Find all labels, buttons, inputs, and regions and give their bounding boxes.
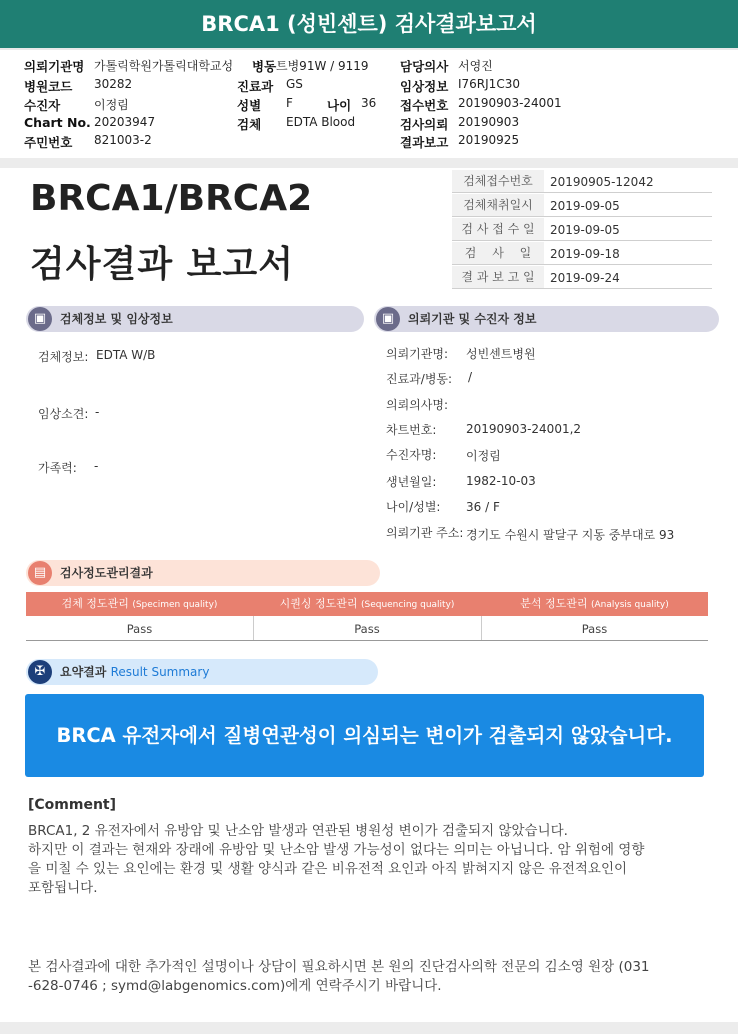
report-title-line1: BRCA1/BRCA2 <box>30 178 313 219</box>
patient-info-label: 담당의사 <box>400 59 449 74</box>
summary-text: BRCA 유전자에서 질병연관성이 의심되는 변이가 검출되지 않았습니다. <box>56 724 673 747</box>
institution-field-value: 경기도 수원시 팔달구 지동 중부대로 93 <box>466 528 675 542</box>
patient-info-label: 병동 <box>252 59 277 74</box>
specimen-value: EDTA W/B <box>96 348 156 362</box>
institution-field-label: 생년월일: <box>386 475 437 489</box>
ribbon-icon: ✠ <box>28 660 52 684</box>
qc-result: Pass <box>354 622 380 636</box>
lock-icon: ▣ <box>376 307 400 331</box>
clinical-findings-label: 임상소견: <box>38 407 89 421</box>
dates-value: 2019-09-05 <box>550 199 620 213</box>
qc-column-label: 시퀀싱 정도관리 <box>279 597 358 610</box>
dates-value: 20190905-12042 <box>550 175 654 189</box>
patient-info-value: EDTA Blood <box>286 115 356 129</box>
patient-info-value: 821003-2 <box>94 133 152 147</box>
comment-heading: [Comment] <box>28 797 117 813</box>
dates-row <box>452 194 712 217</box>
report-header-title: BRCA1 (성빈센트) 검사결과보고서 <box>201 12 537 36</box>
patient-info-label: 결과보고 <box>400 135 449 150</box>
institution-field-label: 차트번호: <box>386 423 437 437</box>
summary-title-ko: 요약결과 <box>60 665 107 679</box>
qc-section-header <box>26 560 380 586</box>
patient-info-value: 20190903 <box>458 115 520 129</box>
dates-row <box>452 242 712 265</box>
patient-info-value: 서영진 <box>458 59 493 73</box>
qc-column-header <box>26 592 253 616</box>
institution-field-value: / <box>468 370 473 384</box>
dates-label: 검체접수번호 <box>452 170 544 192</box>
dates-label: 결 과 보 고 일 <box>452 266 544 288</box>
family-history-value: - <box>94 459 99 473</box>
summary-section-title <box>60 659 209 685</box>
qc-column-sub: (Specimen quality) <box>132 600 218 610</box>
dates-row <box>452 266 712 289</box>
patient-info-label: 수진자 <box>24 98 61 113</box>
qc-result: Pass <box>581 622 608 636</box>
report-title-line2: 검사결과 보고서 <box>30 244 294 285</box>
qc-column-header <box>481 592 708 616</box>
qc-table-header <box>26 592 708 616</box>
specimen-section-title: 검체정보 및 임상정보 <box>60 312 173 326</box>
institution-field-label: 수진자명: <box>386 448 437 462</box>
comment-line: 하지만 이 결과는 현재와 장래에 유방암 및 난소암 발생 가능성이 없다는 의미는 아닙니다. 암 위험에 영향 <box>28 842 645 858</box>
dates-value: 2019-09-24 <box>550 271 620 285</box>
patient-age-value: 36 <box>361 96 377 110</box>
patient-info-label: 진료과 <box>237 79 274 94</box>
patient-info-value: 30282 <box>94 77 133 91</box>
patient-info-value: I76RJ1C30 <box>458 77 520 91</box>
dates-label: 검체채취일시 <box>452 194 544 216</box>
patient-info-label: 임상정보 <box>400 79 449 94</box>
qc-table-bottom-rule <box>26 640 708 641</box>
patient-info-value: 20203947 <box>94 115 156 129</box>
patient-info-label: 검사의뢰 <box>400 117 449 132</box>
patient-age-label: 나이 <box>327 98 352 113</box>
section-divider <box>0 158 738 168</box>
qc-column-label: 분석 정도관리 <box>520 597 588 610</box>
family-history-label: 가족력: <box>38 461 77 475</box>
institution-field-value: 1982-10-03 <box>466 474 536 488</box>
contact-line: 본 검사결과에 대한 추가적인 설명이나 상담이 필요하시면 본 원의 진단검사의학 전문의 김소영 원장 (031 <box>28 959 650 975</box>
institution-field-value: 성빈센트병원 <box>466 347 536 361</box>
patient-info-value: 가톨릭학원가톨릭대학교성 <box>94 59 234 73</box>
qc-column-sub: (Sequencing quality) <box>360 600 455 610</box>
institution-section-title: 의뢰기관 및 수진자 정보 <box>408 312 537 326</box>
patient-info-value: 20190925 <box>458 133 520 147</box>
qc-section-title: 검사정도관리결과 <box>60 566 153 580</box>
patient-info-label: 병원코드 <box>24 79 73 94</box>
dates-row <box>452 170 712 193</box>
dates-row <box>452 218 712 241</box>
institution-field-label: 진료과/병동: <box>386 372 453 386</box>
patient-info-label: 주민번호 <box>24 135 73 150</box>
patient-info-value: F <box>286 96 293 110</box>
comment-line: 포함됩니다. <box>28 880 98 896</box>
institution-field-value: 36 / F <box>466 500 500 514</box>
clinical-findings-value: - <box>95 405 100 419</box>
patient-info-label: 접수번호 <box>400 98 449 113</box>
specimen-section-header <box>26 306 364 332</box>
patient-info-value: 20190903-24001 <box>458 96 562 110</box>
dates-value: 2019-09-18 <box>550 247 620 261</box>
patient-info-value: GS <box>286 77 303 91</box>
summary-title-en: Result Summary <box>110 665 210 679</box>
qc-column-sub: (Analysis quality) <box>591 600 669 610</box>
institution-field-label: 나이/성별: <box>386 500 441 514</box>
comment-line: BRCA1, 2 유전자에서 유방암 및 난소암 발생과 연관된 병원성 변이가 검출되지 않았습니다. <box>28 823 568 839</box>
dates-label: 검 사 접 수 일 <box>452 218 544 240</box>
patient-info-label: 의뢰기관명 <box>24 59 85 74</box>
qc-column-header <box>253 592 481 616</box>
qc-column-label: 검체 정도관리 <box>61 597 129 610</box>
institution-field-label: 의뢰의사명: <box>386 398 449 412</box>
patient-info-value: 이정림 <box>94 98 129 112</box>
patient-info-value: 트병91W / 9119 <box>276 59 369 73</box>
lock-icon: ▣ <box>28 307 52 331</box>
contact-line: -628-0746 ; symd@labgenomics.com)에게 연락주시기 바랍니다. <box>28 978 442 994</box>
summary-section-header <box>26 659 378 685</box>
institution-field-label: 의뢰기관명: <box>386 347 449 361</box>
dates-value: 2019-09-05 <box>550 223 620 237</box>
comment-line: 을 미칠 수 있는 요인에는 환경 및 생활 양식과 같은 비유전적 요인과 아직 밝혀지지 않은 유전적요인이 <box>28 861 628 877</box>
institution-field-value: 20190903-24001,2 <box>466 422 582 436</box>
qc-separator <box>253 616 254 640</box>
patient-info-label: Chart No. <box>24 115 91 130</box>
specimen-label: 검체정보: <box>38 350 89 364</box>
dates-label: 검 사 일 <box>452 242 544 264</box>
patient-info-label: 성별 <box>237 98 262 113</box>
clipboard-icon: ▤ <box>28 561 52 585</box>
qc-separator <box>481 616 482 640</box>
patient-info-label: 검체 <box>237 117 262 132</box>
footer-band <box>0 1022 738 1034</box>
header-divider <box>0 48 738 50</box>
institution-field-label: 의뢰기관 주소: <box>386 526 464 540</box>
institution-field-value: 이정림 <box>466 449 501 463</box>
qc-result: Pass <box>126 622 153 636</box>
institution-section-header <box>374 306 719 332</box>
